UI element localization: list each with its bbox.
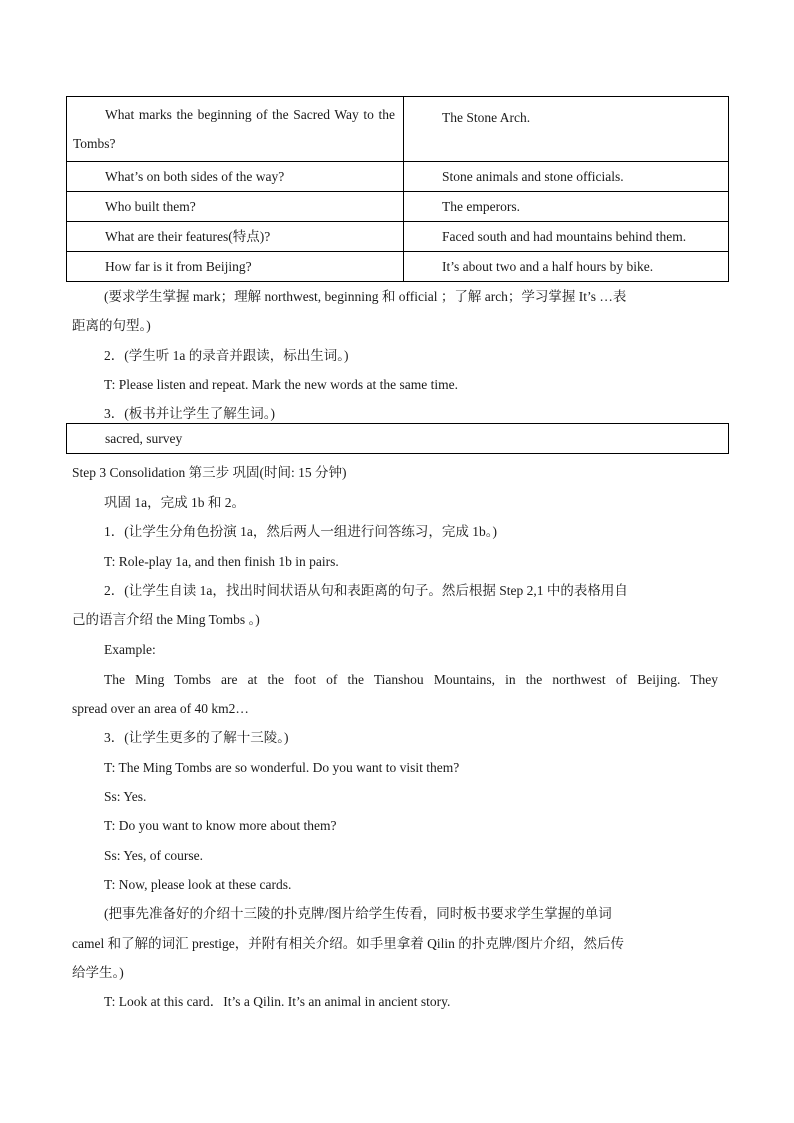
vocabulary-words: sacred, survey bbox=[105, 431, 183, 446]
activity-note: (把事先准备好的介绍十三陵的扑克牌/图片给学生传看，同时板书要求学生掌握的单词 bbox=[104, 906, 612, 921]
question-cell: What are their features(特点)? bbox=[67, 222, 404, 252]
requirement-note-cont: 距离的句型。) bbox=[72, 318, 151, 333]
vocabulary-box bbox=[66, 423, 729, 454]
dialogue-line: T: The Ming Tombs are so wonderful. Do you want to visit them? bbox=[104, 760, 460, 775]
step-instruction: 2．(学生听 1a 的录音并跟读，标出生词。) bbox=[104, 348, 349, 363]
step-instruction: 2．(让学生自读 1a，找出时间状语从句和表距离的句子。然后根据 Step 2,1 中的表格用自 bbox=[104, 583, 628, 598]
answer-cell: Faced south and had mountains behind them. bbox=[404, 222, 729, 252]
question-cell: What’s on both sides of the way? bbox=[67, 162, 404, 192]
answer-cell: The emperors. bbox=[404, 192, 729, 222]
answer-cell: Stone animals and stone officials. bbox=[404, 162, 729, 192]
table-row bbox=[67, 162, 729, 192]
step-instruction: 1．(让学生分角色扮演 1a，然后两人一组进行问答练习，完成 1b。) bbox=[104, 524, 497, 539]
step-instruction: 3．(板书并让学生了解生词。) bbox=[104, 406, 275, 421]
question-cell: Who built them? bbox=[67, 192, 404, 222]
step-heading: Step 3 Consolidation 第三步 巩固(时间: 15 分钟) bbox=[72, 465, 347, 480]
question-cell: What marks the beginning of the Sacred Way to the Tombs? bbox=[67, 97, 404, 162]
activity-note-cont: 给学生。) bbox=[72, 965, 124, 980]
step-instruction: 3．(让学生更多的了解十三陵。) bbox=[104, 730, 289, 745]
answer-cell: The Stone Arch. bbox=[404, 97, 729, 162]
answer-cell: It’s about two and a half hours by bike. bbox=[404, 252, 729, 282]
step-summary: 巩固 1a，完成 1b 和 2。 bbox=[104, 495, 245, 510]
table-row bbox=[67, 97, 729, 162]
question-cell: How far is it from Beijing? bbox=[67, 252, 404, 282]
table-row bbox=[67, 252, 729, 282]
teacher-line: T: Role-play 1a, and then finish 1b in pairs. bbox=[104, 554, 339, 569]
dialogue-line: Ss: Yes, of course. bbox=[104, 848, 204, 863]
dialogue-line: T: Now, please look at these cards. bbox=[104, 877, 292, 892]
question-answer-table bbox=[66, 96, 729, 282]
dialogue-line: Ss: Yes. bbox=[104, 789, 147, 804]
example-text-cont: spread over an area of 40 km2… bbox=[72, 701, 249, 716]
requirement-note: (要求学生掌握 mark；理解 northwest, beginning 和 official ；了解 arch；学习掌握 It’s …表 bbox=[104, 289, 627, 304]
table-row bbox=[67, 222, 729, 252]
example-text: The Ming Tombs are at the foot of the Tianshou Mountains, in the northwest of Beijing. They bbox=[104, 672, 718, 687]
dialogue-line: T: Do you want to know more about them? bbox=[104, 818, 337, 833]
activity-note-cont: camel 和了解的词汇 prestige，并附有相关介绍。如手里拿着 Qilin 的扑克牌/图片介绍，然后传 bbox=[72, 936, 624, 951]
table-row bbox=[67, 192, 729, 222]
teacher-line: T: Please listen and repeat. Mark the new words at the same time. bbox=[104, 377, 458, 392]
step-instruction-cont: 己的语言介绍 the Ming Tombs 。) bbox=[72, 612, 260, 627]
example-label: Example: bbox=[104, 642, 156, 657]
dialogue-line: T: Look at this card．It’s a Qilin. It’s an animal in ancient story. bbox=[104, 994, 451, 1009]
